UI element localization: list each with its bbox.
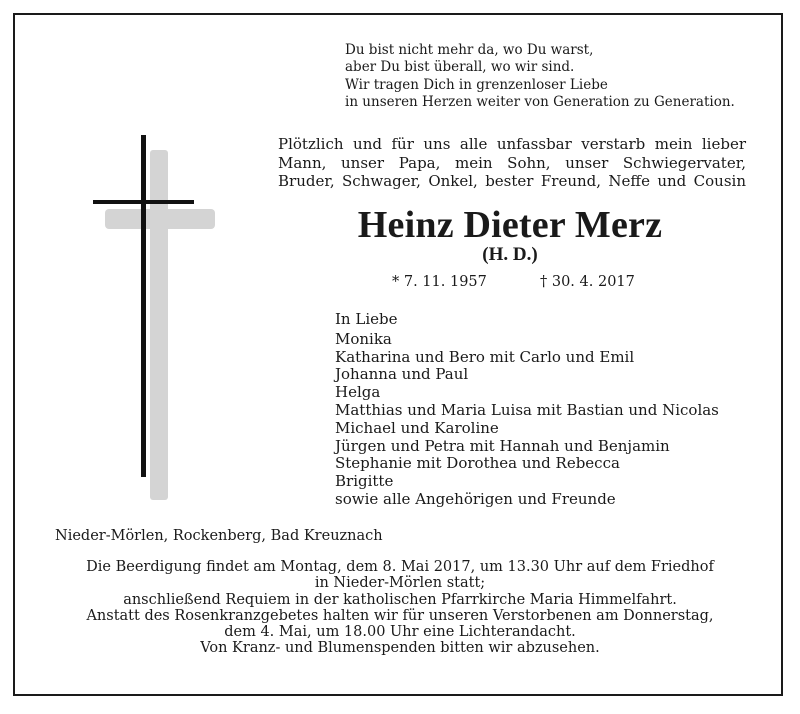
family-member: Katharina und Bero mit Carlo und Emil [335,347,635,366]
family-member: Matthias und Maria Luisa mit Bastian und Nicolas [335,400,719,419]
funeral-line: dem 4. Mai, um 18.00 Uhr eine Lichterandacht. [224,624,576,641]
deceased-name: Heinz Dieter Merz [357,204,663,246]
family-member: Jürgen und Petra mit Hannah und Benjamin [335,436,670,455]
intro-line: Plötzlich und für uns alle unfassbar verstarb mein lieber [278,135,746,153]
family-member: Helga [335,383,381,402]
family-member: Monika [335,329,392,348]
announcement-intro [278,135,746,191]
funeral-details [13,559,787,657]
poem-line: aber Du bist überall, wo wir sind. [345,59,575,76]
deceased-initials: (H. D.) [482,244,538,265]
family-member: Stephanie mit Dorothea und Rebecca [335,454,620,473]
family-list [335,311,719,509]
place-names: Nieder-Mörlen, Rockenberg, Bad Kreuznach [55,528,383,544]
funeral-line: anschließend Requiem in der katholischen Pfarrkirche Maria Himmelfahrt. [123,591,677,608]
funeral-line: in Nieder-Mörlen statt; [314,575,486,592]
family-heading: In Liebe [335,310,398,328]
death-date: † 30. 4. 2017 [540,274,635,290]
poem-line: Wir tragen Dich in grenzenloser Liebe [345,76,608,93]
family-member: Michael und Karoline [335,418,499,437]
intro-line: Mann, unser Papa, mein Sohn, unser Schwiegervater, [278,153,746,172]
funeral-line: Von Kranz- und Blumenspenden bitten wir abzusehen. [200,640,600,657]
intro-line: Bruder, Schwager, Onkel, bester Freund, Neffe und Cousin [278,172,746,190]
cross-icon [90,135,220,505]
poem [345,42,735,111]
family-member: Brigitte [335,472,394,491]
funeral-line: Anstatt des Rosenkranzgebetes halten wir für unseren Verstorbenen am Donnerstag, [86,607,714,624]
poem-line: Du bist nicht mehr da, wo Du warst, [345,42,594,58]
family-member: Johanna und Paul [335,365,469,384]
family-member: sowie alle Angehörigen und Freunde [335,489,616,508]
funeral-line: Die Beerdigung findet am Montag, dem 8. Mai 2017, um 13.30 Uhr auf dem Friedhof [86,559,714,575]
birth-date: * 7. 11. 1957 [392,274,487,290]
poem-line: in unseren Herzen weiter von Generation zu Generation. [345,93,735,110]
